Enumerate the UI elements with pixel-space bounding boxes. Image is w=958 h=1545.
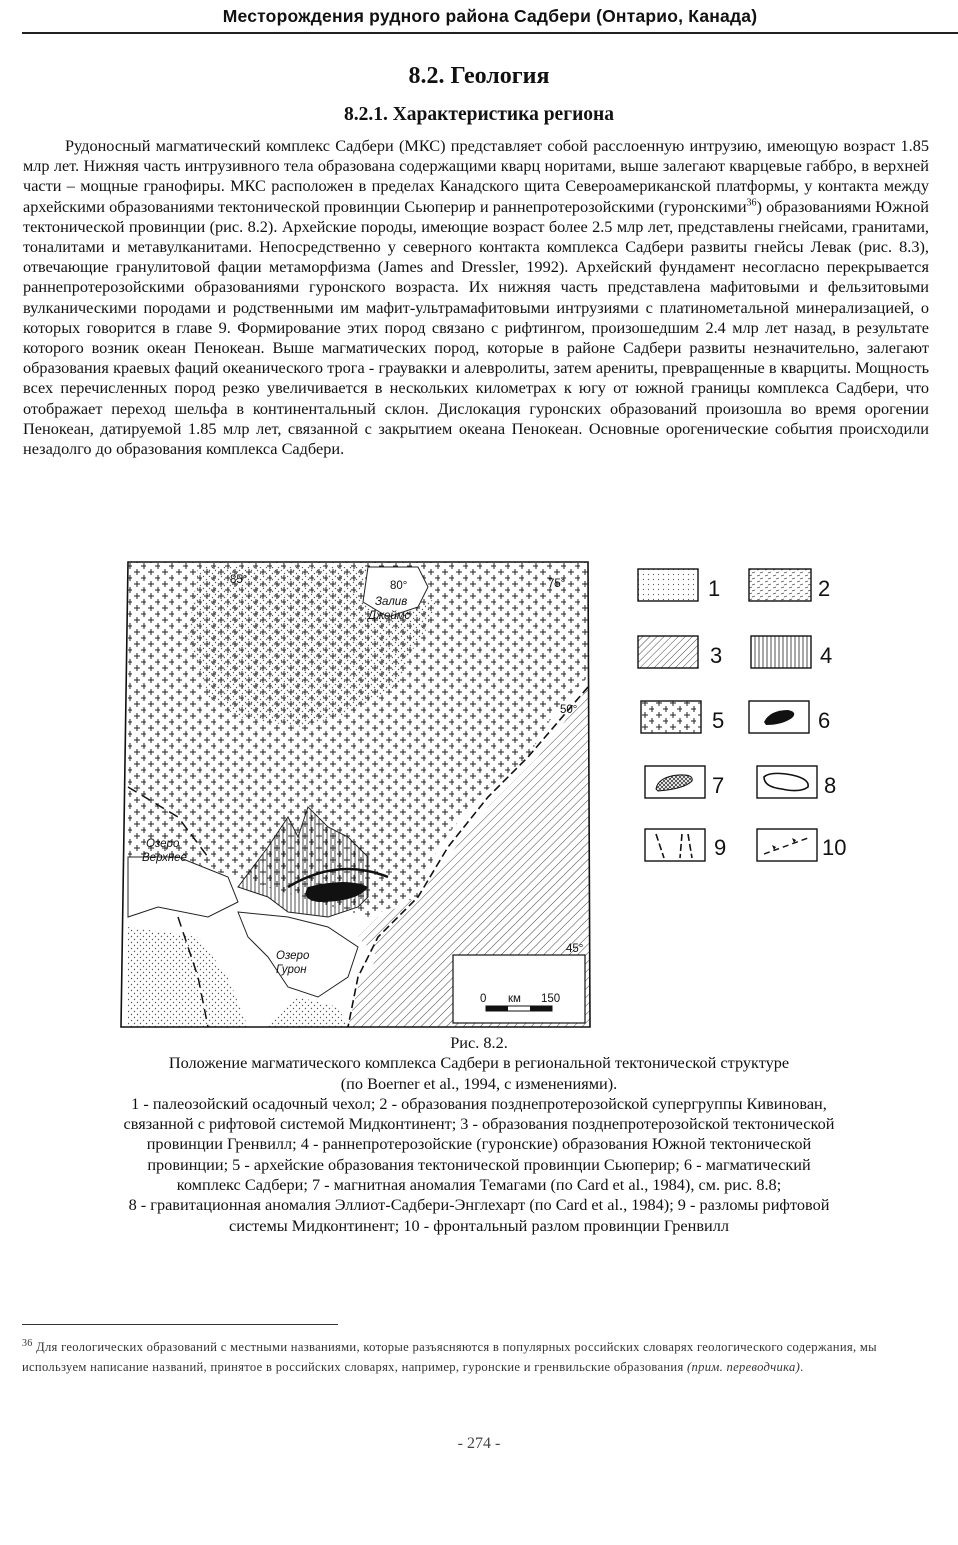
map-label-james-2: Джеймс: [368, 610, 411, 622]
footnote: [22, 1337, 926, 1377]
caption-line-7: комплекс Садбери; 7 - магнитная аномалия Темагами (по Card et al., 1984), см. рис. 8.8;: [176, 1175, 782, 1195]
scale-zero: 0: [480, 993, 487, 1005]
map-degree-80: 80°: [390, 580, 408, 592]
caption-line-3: 1 - палеозойский осадочный чехол; 2 - образования позднепротерозойской супергруппы Кивинован,: [131, 1093, 827, 1113]
body-text: [23, 136, 929, 459]
paragraph-text-1: Рудоносный магматический комплекс Садбери (МКС) представляет собой расслоенную интрузию, имеющую возраст 1.85 млр лет. Нижняя часть интрузивного тела образована содержащими кварц норитами, выше залегают кварцевые габбро, в верхней части – мощные гранофиры. МКС расположен в пределах Канадского щита Североамериканской платформы, у контакта между архейскими образованиями тектонической провинции Сьюперир и раннепротерозойскими (гуронскими: [23, 136, 929, 216]
footnote-end: .: [800, 1360, 804, 1374]
map-degree-50: 50°: [560, 704, 578, 716]
footnote-ref[interactable]: 36: [746, 197, 757, 209]
legend-swatch-8: [756, 765, 818, 799]
legend-number-3: 3: [710, 643, 723, 668]
caption-line-2: (по Boerner et al., 1994, с изменениями).: [340, 1073, 618, 1093]
legend-swatch-7: [644, 765, 706, 799]
page-number: - 274 -: [457, 1435, 501, 1452]
caption-line-1: Положение магматического комплекса Садбери в региональной тектонической структуре: [168, 1053, 790, 1073]
figure-caption: [30, 1033, 928, 1236]
caption-line-6: провинции; 5 - архейские образования тектонической провинции Сьюперир; 6 - магматический: [147, 1154, 811, 1174]
footnote-text: Для геологических образований с местными названиями, которые разъясняются в популярных российских словарях геологического содержания, мы используем написание названий, принятое в российских словарях, например, гуронские и гренвильские образования: [22, 1340, 877, 1374]
legend-swatch-5: [640, 700, 702, 734]
map-label-huron-1: Озеро: [276, 950, 310, 962]
legend-swatch-1: [637, 568, 699, 602]
paragraph: [23, 136, 929, 459]
footnote-italic: (прим. переводчика): [687, 1360, 801, 1374]
regional-map: [118, 557, 638, 1037]
legend-swatch-2: [748, 568, 812, 602]
legend-number-4: 4: [820, 643, 833, 668]
legend-swatch-4: [750, 635, 812, 669]
map-degree-45: 45°: [566, 943, 584, 955]
map-label-superior-1: Озеро: [146, 838, 180, 850]
map-legend: [630, 560, 880, 860]
map-degree-75: 75°: [548, 578, 566, 590]
caption-line-4: связанной с рифтовой системой Мидконтинент; 3 - образования позднепротерозойской тектонической: [123, 1114, 835, 1134]
legend-number-2: 2: [818, 576, 831, 601]
legend-swatch-9: [644, 828, 706, 862]
scale-max: 150: [541, 993, 561, 1005]
map-label-superior-2: Верхнее: [142, 852, 187, 864]
legend-number-1: 1: [708, 576, 721, 601]
legend-number-8: 8: [824, 773, 837, 798]
map-label-huron-2: Гурон: [276, 964, 307, 976]
footnote-rule: [22, 1324, 338, 1325]
header-rule: [22, 32, 958, 34]
map-degree-85: 85°: [230, 574, 248, 586]
legend-swatch-10: [756, 828, 818, 862]
legend-swatch-3: [637, 635, 699, 669]
caption-label: Рис. 8.2.: [450, 1033, 508, 1052]
legend-number-10: 10: [822, 835, 847, 860]
legend-number-6: 6: [818, 708, 831, 733]
map-label-james-1: Залив: [375, 596, 408, 608]
section-title: 8.2. Геология: [408, 63, 550, 89]
legend-swatch-6: [748, 700, 810, 734]
legend-number-7: 7: [712, 773, 725, 798]
running-header: Месторождения рудного района Садбери (Онтарио, Канада): [222, 6, 758, 26]
legend-number-5: 5: [712, 708, 725, 733]
caption-line-5: провинции Гренвилл; 4 - раннепротерозойские (гуронские) образования Южной тектонической: [146, 1134, 812, 1154]
caption-line-8: 8 - гравитационная аномалия Эллиот-Садбери-Энглехарт (по Card et al., 1984); 9 - разломы рифтовой: [128, 1195, 830, 1215]
legend-number-9: 9: [714, 835, 727, 860]
footnote-number: 36: [22, 1337, 33, 1349]
caption-line-9: системы Мидконтинент; 10 - фронтальный разлом провинции Гренвилл: [228, 1215, 730, 1235]
paragraph-text-2: ) образованиями Южной тектонической провинции (рис. 8.2). Архейские породы, имеющие возраст более 2.5 млр лет, представлены гнейсами, гранитами, тоналитами и метавулканитами. Непосредственно у северного контакта комплекса Садбери развиты гнейсы Левак (рис. 8.3), отвечающие гранулитовой фации метаморфизма (James and Dressler, 1992). Архейский фундамент несогласно перекрывается раннепротерозойскими образованиями гуронского возраста. Их нижняя часть представлена мафитовыми и фельзитовыми вулканическими породами и родственными им мафит-ультрамафитовыми интрузиями с платинометальной минерализацией, о которых говорится в главе 9. Формирование этих пород связано с рифтингом, произошедшим 2.4 млр лет назад, в результате которого возник океан Пенокеан. Выше магматических пород, которые в районе Садбери развиты незначительно, залегают образования краевых фаций океанического трога - граувакки и алевролиты, затем арениты, превращенные в кварциты. Мощность всех перечисленных пород резко увеличивается в нескольких километрах к югу от южной границы комплекса Садбери, что отображает переход шельфа в континентальный склон. Дислокация гуронских образований произошла во время орогении Пенокеан, датируемой 1.85 млр лет, связанной с закрытием океана Пенокеан. Основные орогенические события происходили незадолго до образования комплекса Садбери.: [23, 196, 929, 459]
scale-unit: км: [508, 993, 521, 1005]
subsection-title: 8.2.1. Характеристика региона: [343, 104, 615, 125]
